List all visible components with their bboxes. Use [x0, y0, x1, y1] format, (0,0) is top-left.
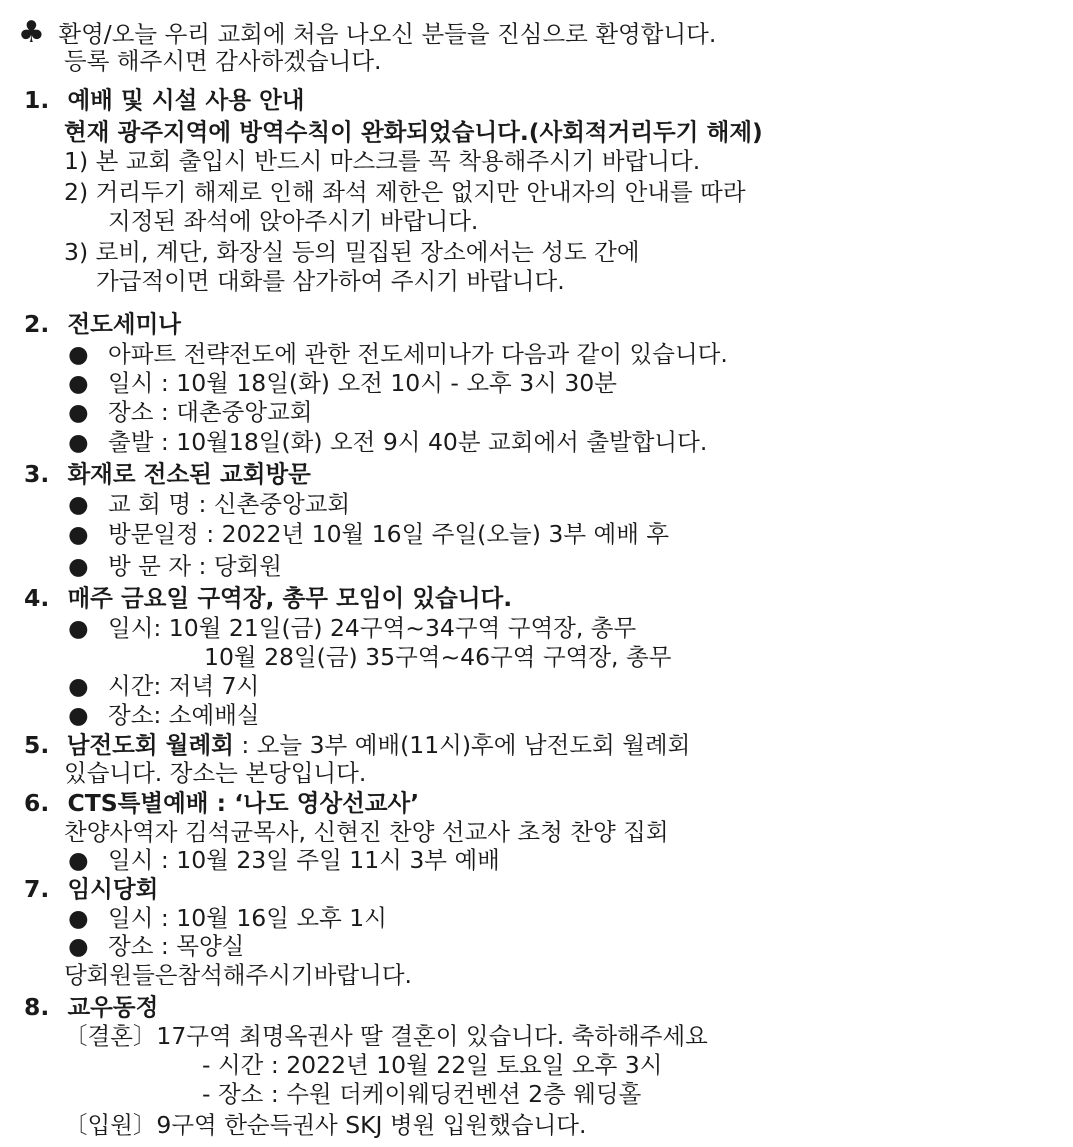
intro-text-1: 환영/오늘 우리 교회에 처음 나오신 분들을 진심으로 환영합니다. [58, 20, 717, 48]
section-2-heading [24, 310, 181, 339]
section-6-line-2: 찬양사역자 김석균목사, 신현진 찬양 선교사 초청 찬양 집회 [64, 818, 669, 846]
section-8-line-4: 〔입원〕9구역 한순득권사 SKJ 병원 입원했습니다. [64, 1111, 587, 1139]
section-3-bullet-3: ● 방 문 자 : 당회원 [68, 552, 283, 580]
section-1-item-2a: 2) 거리두기 해제로 인해 좌석 제한은 없지만 안내자의 안내를 따라 [64, 178, 746, 206]
section-8-line-3: - 장소 : 수원 더케이웨딩컨벤션 2층 웨딩홀 [202, 1080, 642, 1108]
section-7-number: 7. [24, 875, 50, 903]
section-6-number: 6. [24, 789, 50, 817]
section-3-number: 3. [24, 460, 50, 488]
section-5-rest: : 오늘 3부 예배(11시)후에 남전도회 월례회 [233, 731, 691, 759]
bullet-icon: ● [68, 520, 89, 548]
section-4-title: 매주 금요일 구역장, 총무 모임이 있습니다. [67, 584, 513, 612]
section-2-bullet-2: ● 일시 : 10월 18일(화) 오전 10시 - 오후 3시 30분 [68, 369, 617, 397]
section-7-heading [24, 875, 158, 904]
intro-text-2: 등록 해주시면 감사하겠습니다. [64, 47, 382, 75]
section-2-title: 전도세미나 [67, 310, 181, 338]
section-8-line-2: - 시간 : 2022년 10월 22일 토요일 오후 3시 [202, 1051, 663, 1079]
section-8-heading [24, 993, 158, 1022]
bullet-icon: ● [68, 340, 89, 368]
section-8-line-1: 〔결혼〕17구역 최명옥권사 딸 결혼이 있습니다. 축하해주세요 [64, 1022, 708, 1050]
bullet-icon: ● [68, 552, 89, 580]
section-1-heading [24, 86, 305, 115]
bullet-icon: ● [68, 490, 89, 518]
section-1-title: 예배 및 시설 사용 안내 [67, 86, 305, 114]
club-icon: ♣ [18, 15, 45, 50]
section-2-number: 2. [24, 310, 50, 338]
section-7-bullet-2: ● 장소 : 목양실 [68, 932, 245, 960]
section-8-number: 8. [24, 993, 50, 1021]
section-3-title: 화재로 전소된 교회방문 [67, 460, 311, 488]
section-3-heading [24, 460, 311, 489]
section-7-title: 임시당회 [67, 875, 159, 903]
bullet-icon: ● [68, 398, 89, 426]
section-7-bullet-1: ● 일시 : 10월 16일 오후 1시 [68, 904, 387, 932]
section-5-number: 5. [24, 731, 50, 759]
section-2-bullet-3: ● 장소 : 대촌중앙교회 [68, 398, 313, 426]
bullet-icon: ● [68, 369, 89, 397]
section-1-subtitle: 현재 광주지역에 방역수칙이 완화되었습니다.(사회적거리두기 해제) [64, 118, 763, 146]
bullet-icon: ● [68, 428, 89, 456]
section-4-bullet-2: ● 시간: 저녁 7시 [68, 672, 260, 700]
section-4-bullet-3: ● 장소: 소예배실 [68, 701, 260, 729]
section-4-heading [24, 584, 512, 613]
section-1-item-3b: 가급적이면 대화를 삼가하여 주시기 바랍니다. [96, 267, 565, 295]
section-2-bullet-4: ● 출발 : 10월18일(화) 오전 9시 40분 교회에서 출발합니다. [68, 428, 708, 456]
section-5-line-2: 있습니다. 장소는 본당입니다. [64, 759, 367, 787]
section-1-item-2b: 지정된 좌석에 앉아주시기 바랍니다. [108, 207, 479, 235]
bullet-icon: ● [68, 614, 89, 642]
bullet-icon: ● [68, 672, 89, 700]
section-2-bullet-1: ● 아파트 전략전도에 관한 전도세미나가 다음과 같이 있습니다. [68, 340, 728, 368]
section-1-item-3a: 3) 로비, 계단, 화장실 등의 밀집된 장소에서는 성도 간에 [64, 238, 640, 266]
section-3-bullet-1: ● 교 회 명 : 신촌중앙교회 [68, 490, 351, 518]
bullet-icon: ● [68, 701, 89, 729]
section-1-item-1: 1) 본 교회 출입시 반드시 마스크를 꼭 착용해주시기 바랍니다. [64, 147, 701, 175]
section-6-title: CTS특별예배 : ‘나도 영상선교사’ [67, 789, 420, 817]
section-7-note: 당회원들은참석해주시기바랍니다. [64, 961, 412, 989]
section-3-bullet-2: ● 방문일정 : 2022년 10월 16일 주일(오늘) 3부 예배 후 [68, 520, 670, 548]
bullet-icon: ● [68, 904, 89, 932]
section-1-number: 1. [24, 86, 50, 114]
section-4-number: 4. [24, 584, 50, 612]
section-4-bullet-1a: ● 일시: 10월 21일(금) 24구역~34구역 구역장, 총무 [68, 614, 637, 642]
section-6-bullet-1: ● 일시 : 10월 23일 주일 11시 3부 예배 [68, 846, 500, 874]
section-8-title: 교우동정 [67, 993, 159, 1021]
section-5-heading [24, 731, 690, 760]
intro-line-1 [18, 15, 717, 50]
section-6-heading [24, 789, 419, 818]
bullet-icon: ● [68, 846, 89, 874]
section-5-title: 남전도회 월례회 [66, 731, 234, 759]
section-4-bullet-1b: 10월 28일(금) 35구역~46구역 구역장, 총무 [204, 643, 672, 671]
bullet-icon: ● [68, 932, 89, 960]
